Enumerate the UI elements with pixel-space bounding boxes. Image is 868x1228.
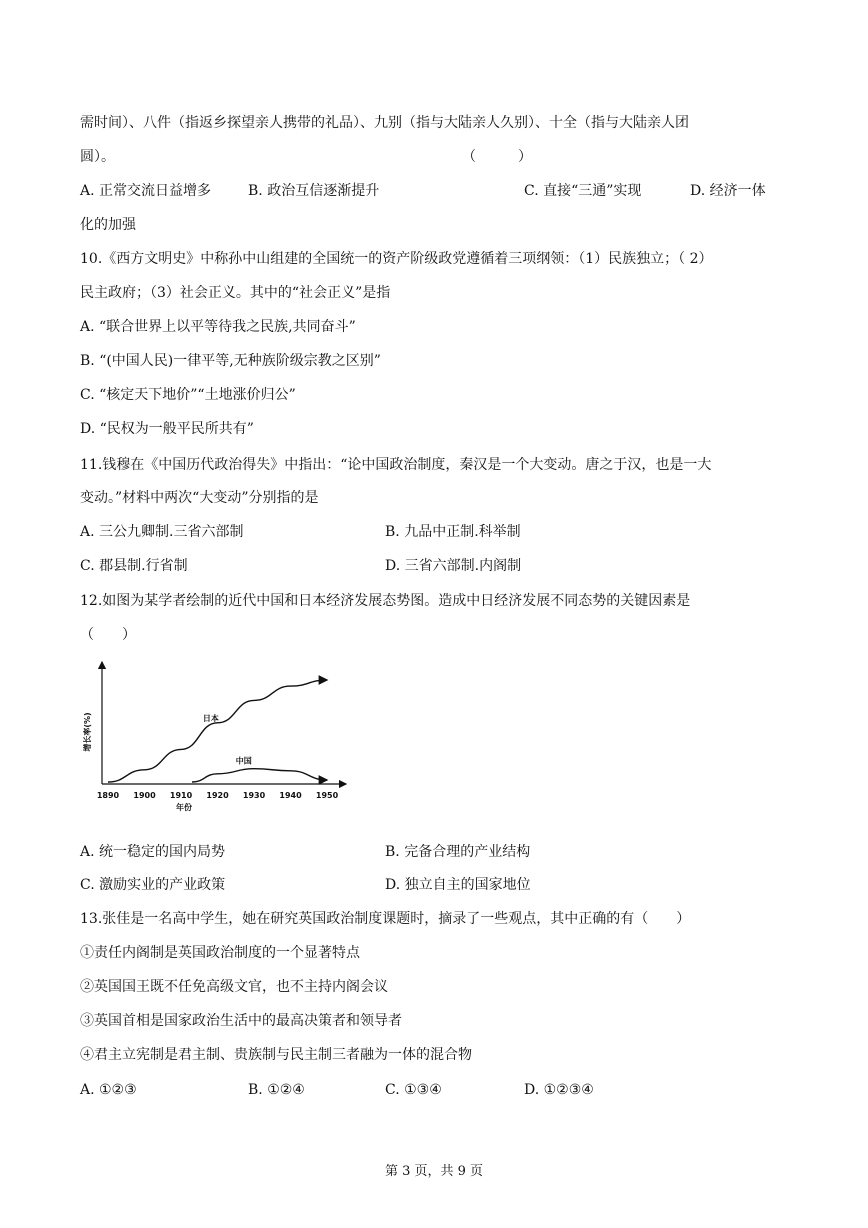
q10-option-c: C. “核定天下地价”“土地涨价归公” — [80, 387, 296, 403]
x-tick-label: 1910 — [169, 791, 193, 800]
q13-option-d: D. ①②③④ — [524, 1082, 594, 1098]
q12-option-c: C. 激励实业的产业政策 — [80, 877, 226, 893]
q12-stem-line1: 12.如图为某学者绘制的近代中国和日本经济发展态势图。造成中日经济发展不同态势的关键因素是 — [80, 593, 691, 609]
q13-option-c: C. ①③④ — [385, 1082, 442, 1098]
page-footer: 第 3 页，共 9 页 — [384, 1164, 484, 1179]
q9-option-d-wrap: 化的加强 — [80, 217, 136, 233]
series-label-1: 中国 — [235, 756, 252, 766]
q12-option-d: D. 独立自主的国家地位 — [385, 877, 531, 893]
x-tick-label: 1890 — [96, 791, 120, 800]
q13-stem: 13.张佳是一名高中学生，她在研究英国政治制度课题时，摘录了一些观点，其中正确的有（ ） — [80, 911, 691, 927]
q13-option-a: A. ①②③ — [80, 1082, 137, 1098]
x-axis-label: 年份 — [176, 803, 192, 812]
q10-stem-line2: 民主政府；（3）社会正义。其中的“社会正义”是指 — [80, 285, 391, 301]
q10-stem-line1: 10.《西方文明史》中称孙中山组建的全国统一的资产阶级政党遵循着三项纲领：（1）民族独立；（ 2） — [80, 251, 713, 267]
q12-option-b: B. 完备合理的产业结构 — [385, 844, 531, 860]
q11-option-a: A. 三公九卿制.三省六部制 — [80, 524, 244, 540]
q12-stem-line2: （ ） — [80, 627, 136, 643]
q11-option-b: B. 九品中正制.科举制 — [385, 524, 521, 540]
q9-stem-line1: 需时间）、八件（指返乡探望亲人携带的礼品）、九别（指与大陆亲人久别）、十全（指与大陆亲人团 — [80, 115, 689, 131]
q11-option-c: C. 郡县制.行省制 — [80, 558, 188, 574]
q11-stem-line2: 变动。”材料中两次“大变动”分别指的是 — [80, 490, 319, 506]
q9-option-c: C. 直接“三通”实现 — [524, 183, 642, 199]
x-tick-label: 1900 — [133, 791, 156, 800]
series-label-0: 日本 — [202, 713, 219, 723]
q13-statement-1: ①责任内阁制是英国政治制度的一个显著特点 — [80, 945, 360, 961]
q11-stem-line1: 11.钱穆在《中国历代政治得失》中指出：“论中国政治制度，秦汉是一个大变动。唐之于汉，也是一大 — [80, 457, 712, 473]
q13-statement-3: ③英国首相是国家政治生活中的最高决策者和领导者 — [80, 1013, 402, 1029]
q9-option-d: D. 经济一体 — [690, 183, 766, 199]
series-line-0 — [108, 680, 327, 782]
q9-stem-line2: 圆）。 — [80, 149, 115, 165]
q10-option-d: D. “民权为一般平民所共有” — [80, 421, 254, 437]
q10-option-b: B. “(中国人民)一律平等,无种族阶级宗教之区别” — [80, 353, 381, 369]
x-tick-label: 1930 — [242, 791, 266, 800]
x-tick-label: 1940 — [279, 791, 302, 800]
q12-option-a: A. 统一稳定的国内局势 — [80, 844, 226, 860]
q13-statement-2: ②英国国王既不任免高级文官，也不主持内阁会议 — [80, 979, 388, 995]
q9-answer-paren: （ ） — [462, 149, 532, 165]
q9-option-a: A. 正常交流日益增多 — [80, 183, 212, 199]
q9-option-b: B. 政治互信逐渐提升 — [248, 183, 380, 199]
q13-statement-4: ④君主立宪制是君主制、贵族制与民主制三者融为一体的混合物 — [80, 1047, 472, 1063]
series-line-1 — [192, 769, 327, 782]
q10-option-a: A. “联合世界上以平等待我之民族,共同奋斗” — [80, 319, 356, 335]
economic-growth-chart — [83, 658, 376, 816]
y-axis-label: 增长率(%) — [83, 712, 92, 752]
q13-option-b: B. ①②④ — [248, 1082, 305, 1098]
x-tick-label: 1920 — [206, 791, 229, 800]
q11-option-d: D. 三省六部制.内阁制 — [385, 558, 522, 574]
x-tick-label: 1950 — [315, 791, 339, 800]
